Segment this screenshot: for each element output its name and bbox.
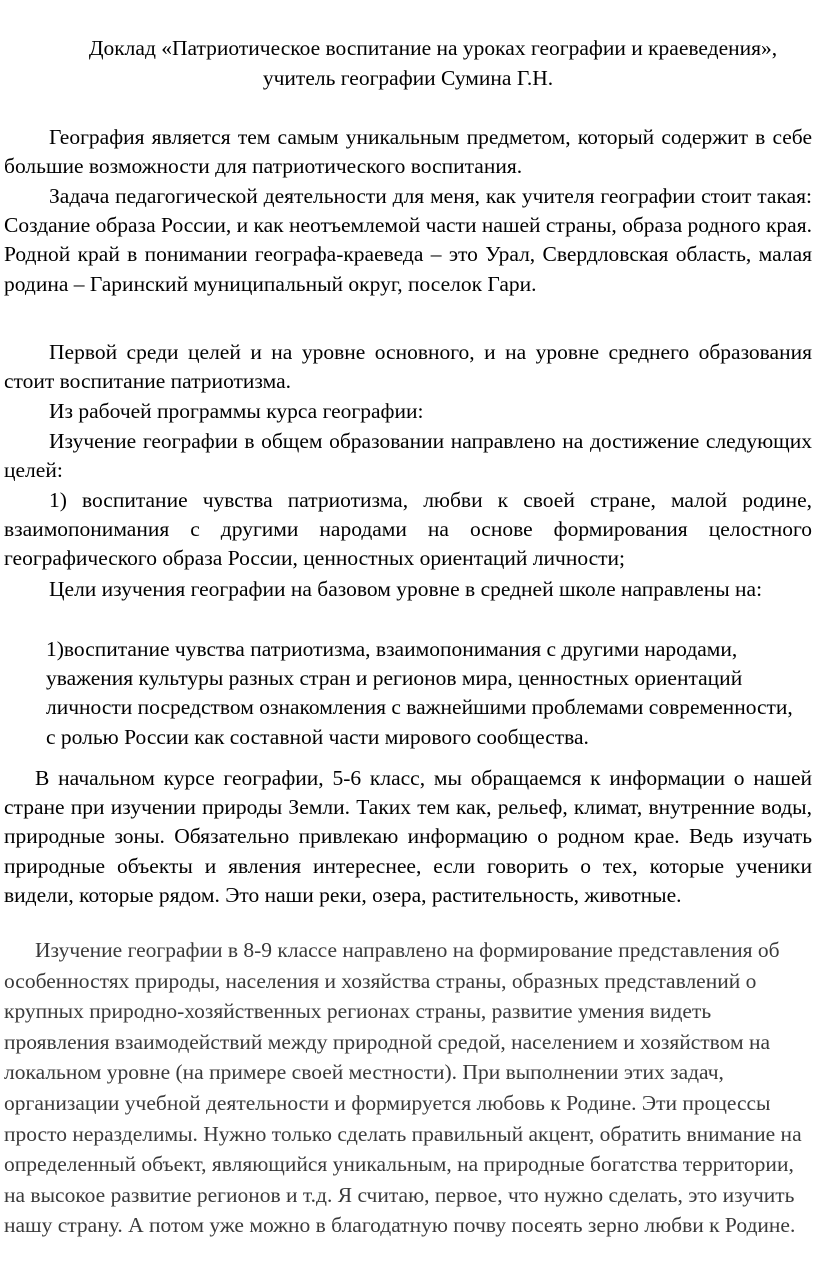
paragraph-intro: География является тем самым уникальным предметом, который содержит в себе большие возможности для патриотического воспитания.	[4, 125, 812, 179]
paragraph-grades-8-9: Изучение географии в 8-9 классе направлено на формирование представления об особенностях природы, населения и хозяйства страны, образных представлений о крупных природно-хозяйственных регионах страны, развитие умения видеть проявления взаимодействий между природной средой, населением и хозяйством на локальном уровне (на примере своей местности). При выполнении этих задач, организации учебной деятельности и формируется любовь к Родине. Эти процессы просто неразделимы. Нужно только сделать правильный акцент, обратить внимание на определенный объект, являющийся уникальным, на природные богатства территории, на высокое развитие регионов и т.д. Я считаю, первое, что нужно сделать, это изучить нашу страну. А потом уже можно в благодатную почву посеять зерно любви к Родине.	[4, 938, 802, 1238]
list-item-secondary-1: 1)воспитание чувства патриотизма, взаимопонимания с другими народами, уважения культуры разных стран и регионов мира, ценностных ориентаций личности посредством ознакомления с важнейшими проблемами современности, с ролью России как составной части мирового сообщества.	[46, 637, 793, 749]
paragraph-goals: Первой среди целей и на уровне основного, и на уровне среднего образования стоит воспитание патриотизма.	[4, 340, 812, 394]
title-line-1: Доклад «Патриотическое воспитание на уроках географии и краеведения»,	[88, 36, 778, 60]
paragraph-task: Задача педагогической деятельности для меня, как учителя географии стоит такая: Создание образа России, и как неотъемлемой части нашей страны, образа родного края. Родной край в понимании географа-краеведа – это Урал, Свердловская область, малая родина – Гаринский муниципальный округ, поселок Гари.	[4, 184, 812, 296]
title-line-2: учитель географии Сумина Г.Н.	[262, 66, 554, 90]
paragraph-secondary-aims: Цели изучения географии на базовом уровне в средней школе направлены на:	[49, 577, 763, 601]
paragraph-program-heading: Из рабочей программы курса географии:	[49, 399, 424, 423]
paragraph-study-aims: Изучение географии в общем образовании направлено на достижение следующих целей:	[4, 429, 812, 483]
list-item-basic-1: 1) воспитание чувства патриотизма, любви к своей стране, малой родине, взаимопонимания с другими народами на основе формирования целостного географического образа России, ценностных ориентаций личности;	[4, 488, 812, 571]
paragraph-grades-5-6: В начальном курсе географии, 5-6 класс, мы обращаемся к информации о нашей стране при изучении природы Земли. Таких тем как, рельеф, климат, внутренние воды, природные зоны. Обязательно привлекаю информацию о родном крае. Ведь изучать природные объекты и явления интереснее, если говорить о тех, которые ученики видели, которые рядом. Это наши реки, озера, растительность, животные.	[4, 766, 812, 907]
